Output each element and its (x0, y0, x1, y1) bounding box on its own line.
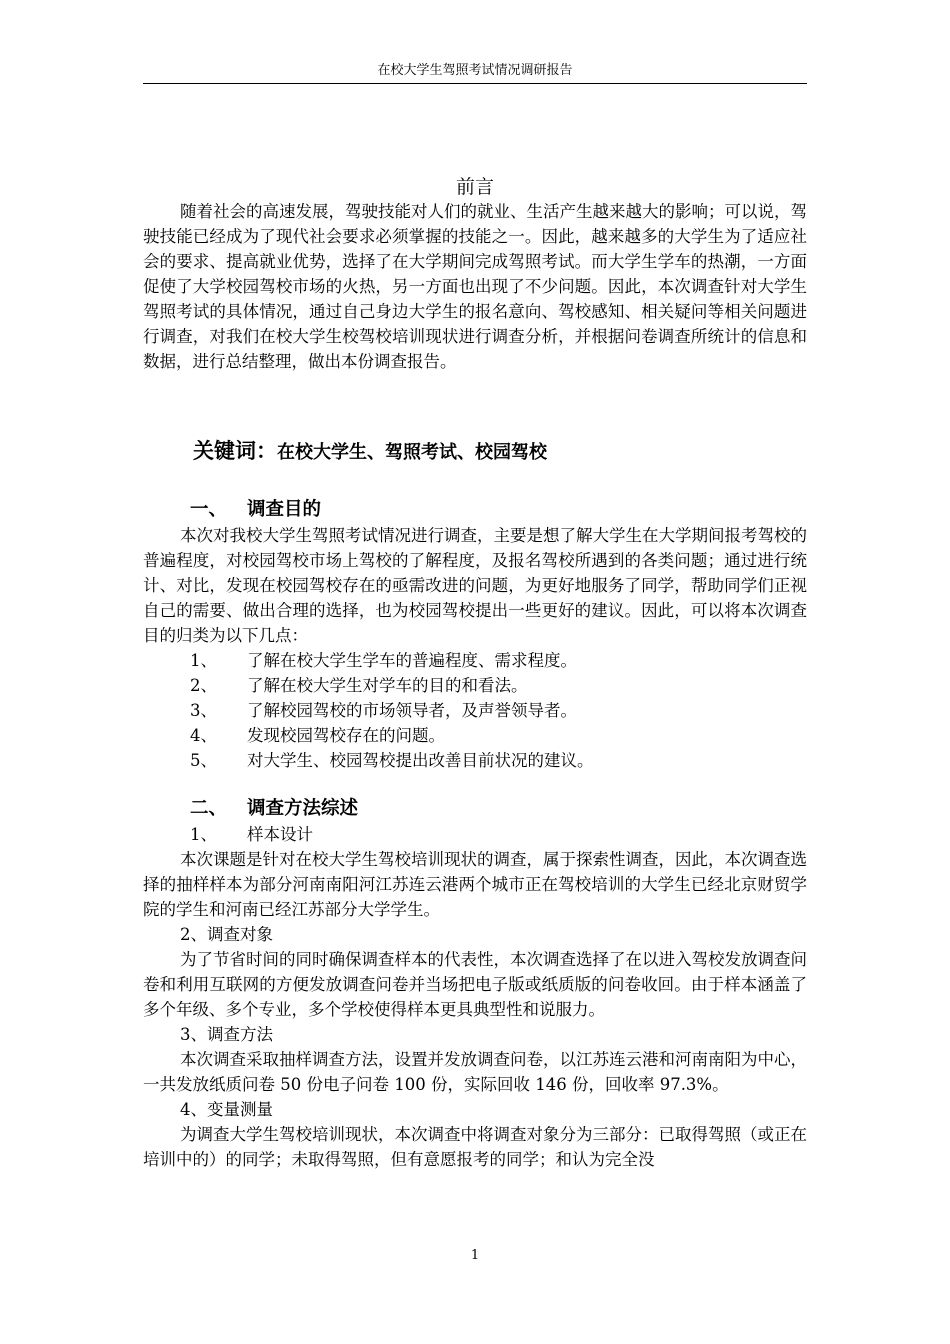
list-item: 3、 了解校园驾校的市场领导者，及声誉领导者。 (190, 701, 577, 720)
preface-paragraph: 随着社会的高速发展，驾驶技能对人们的就业、生活产生越来越大的影响；可以说，驾驶技能已经成为了现代社会要求必须掌握的技能之一。因此，越来越多的大学生为了适应社会的要求、提高就业优势，选择了在大学期间完成驾照考试。而大学生学车的热潮，一方面促使了大学校园驾校市场的火热，另一方面也出现了不少问题。因此，本次调查针对大学生驾照考试的具体情况，通过自己身边大学生的报名意向、驾校感知、相关疑问等相关问题进行调查，对我们在校大学生校驾校培训现状进行调查分析，并根据问卷调查所统计的信息和数据，进行总结整理，做出本份调查报告。 (143, 202, 807, 371)
keywords-label: 关键词： (193, 439, 277, 463)
subsection3-paragraph: 本次调查采取抽样调查方法，设置并发放调查问卷，以江苏连云港和河南南阳为中心，一共发放纸质问卷 50 份电子问卷 100 份，实际回收 146 份，回收率 97.3%。 (143, 1050, 807, 1094)
keywords-text: 在校大学生、驾照考试、校园驾校 (277, 442, 547, 463)
section1-heading (190, 497, 321, 523)
subsection2-paragraph: 为了节省时间的同时确保调查样本的代表性，本次调查选择了在以进入驾校发放调查问卷和利用互联网的方便发放调查问卷并当场把电子版或纸质版的问卷收回。由于样本涵盖了多个年级、多个专业，多个学校使得样本更具典型性和说服力。 (143, 950, 807, 1019)
section1-title: 调查目的 (247, 499, 322, 520)
list-item: 1、 了解在校大学生学车的普遍程度、需求程度。 (190, 651, 577, 670)
header-divider (143, 83, 807, 84)
list-item: 2、 了解在校大学生对学车的目的和看法。 (190, 676, 528, 695)
subsection4-heading: 4、变量测量 (180, 1100, 273, 1119)
subsection2-heading: 2、调查对象 (180, 925, 273, 944)
subsection3-heading: 3、调查方法 (180, 1025, 273, 1044)
page-header: 在校大学生驾照考试情况调研报告 (377, 63, 573, 78)
subsection1-paragraph: 本次课题是针对在校大学生驾校培训现状的调查，属于探索性调查，因此，本次调查选择的抽样样本为部分河南南阳河江苏连云港两个城市正在驾校培训的大学生已经北京财贸学院的学生和河南已经江苏部分大学学生。 (143, 850, 807, 919)
preface-section (143, 199, 807, 374)
section2-heading (190, 796, 358, 822)
section1-paragraph: 本次对我校大学生驾照考试情况进行调查，主要是想了解大学生在大学期间报考驾校的普遍程度，对校园驾校市场上驾校的了解程度，及报名驾校所遇到的各类问题；通过进行统计、对比，发现在校园驾校存在的亟需改进的问题，为更好地服务了同学，帮助同学们正视自己的需要、做出合理的选择，也为校园驾校提出一些更好的建议。因此，可以将本次调查目的归类为以下几点： (143, 526, 807, 645)
list-item: 4、 发现校园驾校存在的问题。 (190, 726, 445, 745)
preface-title: 前言 (455, 176, 494, 198)
keywords-line (193, 435, 547, 465)
subsection4-paragraph: 为调查大学生驾校培训现状，本次调查中将调查对象分为三部分：已取得驾照（或正在培训中的）的同学；未取得驾照，但有意愿报考的同学；和认为完全没 (143, 1125, 807, 1169)
section2-number: 二、 (190, 798, 228, 819)
page-number: 1 (470, 1248, 480, 1263)
section1-number: 一、 (190, 499, 228, 520)
section2-title: 调查方法综述 (247, 798, 359, 819)
section1-body (143, 523, 807, 773)
section2-body (143, 822, 807, 1172)
subsection1-heading: 1、 样本设计 (190, 825, 313, 844)
list-item: 5、 对大学生、校园驾校提出改善目前状况的建议。 (190, 751, 594, 770)
